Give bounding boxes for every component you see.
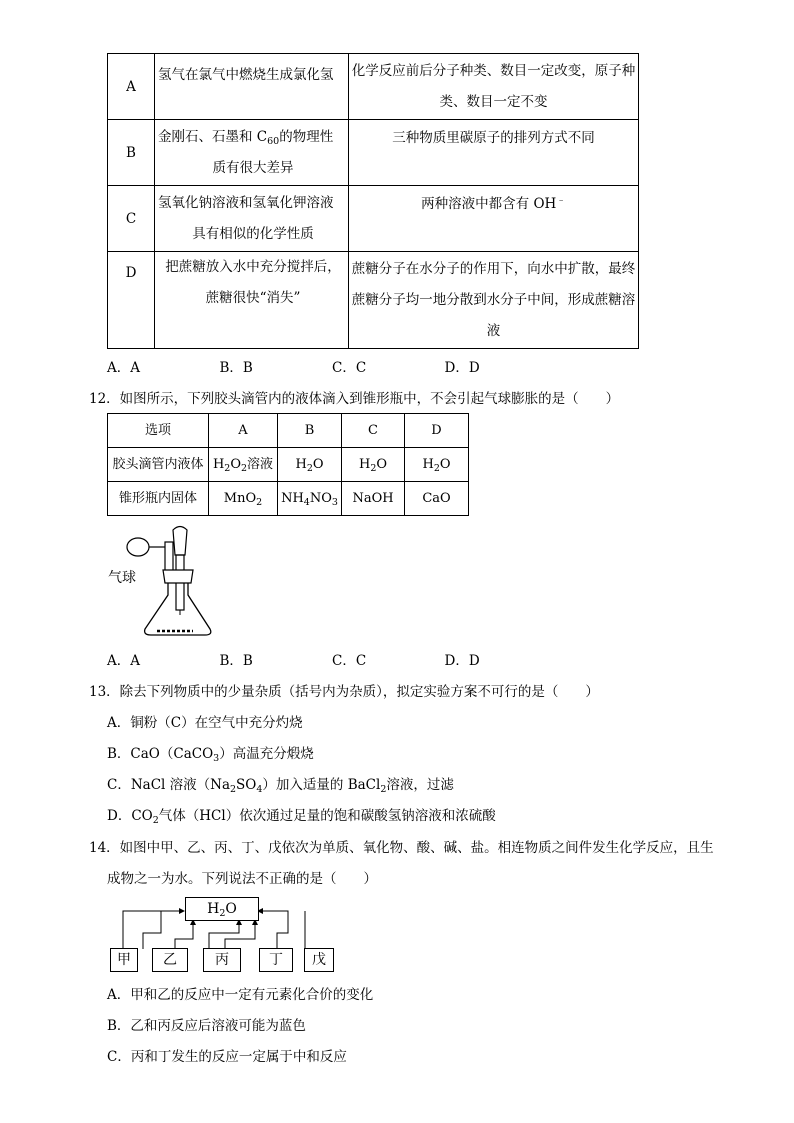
q14-box-yi: 乙 xyxy=(152,948,188,972)
q12-row2-label: 锥形瓶内固体 xyxy=(108,482,209,516)
q12-header-option: 选项 xyxy=(108,414,209,448)
q12-row1-d: $H_2O$ xyxy=(405,448,469,482)
q13-stem: 13．除去下列物质中的少量杂质（括号内为杂质），拟定实验方案不可行的是（ ） xyxy=(89,684,599,700)
q11-explain-a: 化学反应前后分子种类、数目一定改变，原子种 类、数目一定不变 xyxy=(349,54,639,120)
q14-stem-line2: 成物之一为水。下列说法不正确的是（ ） xyxy=(107,871,377,887)
table-row xyxy=(108,482,469,516)
q14-box-jia: 甲 xyxy=(110,948,138,972)
q11-fact-d: 把蔗糖放入水中充分搅拌后， 蔗糖很快“消失” xyxy=(155,252,349,349)
q12-choices xyxy=(107,649,557,669)
q12-row2-a: MnO$_2$ xyxy=(209,482,278,516)
q12-row1-b: $H_2O$ xyxy=(278,448,342,482)
q14-box-wu: 戊 xyxy=(304,948,334,972)
q12-choice-a[interactable]: A．A xyxy=(107,653,140,669)
q11-opt-c: C xyxy=(108,186,155,252)
q12-choice-d[interactable]: D．D xyxy=(444,653,480,669)
q11-opt-d: D xyxy=(108,252,155,349)
q11-opt-a: A xyxy=(108,54,155,120)
q11-choice-a[interactable]: A．A xyxy=(107,360,140,376)
balloon-icon xyxy=(127,538,149,556)
q14-water-box: $H_2O$ xyxy=(185,897,259,921)
q11-choices xyxy=(107,356,557,376)
q11-choice-b[interactable]: B．B xyxy=(219,360,253,376)
table-row xyxy=(108,120,639,186)
q12-row2-c: NaOH xyxy=(342,482,405,516)
q14-box-ding: 丁 xyxy=(259,948,293,972)
q13-option-a[interactable]: A．铜粉（C）在空气中充分灼烧 xyxy=(107,715,303,731)
q11-explain-c: 两种溶液中都含有 OH﹣ xyxy=(349,186,639,252)
q12-table xyxy=(107,413,469,516)
conical-flask-icon xyxy=(145,583,211,635)
q12-choice-b[interactable]: B．B xyxy=(219,653,253,669)
table-row xyxy=(108,54,639,120)
q14-stem-line1: 14．如图中甲、乙、丙、丁、戊依次为单质、氧化物、酸、碱、盐。相连物质之间件发生化学反应，且生 xyxy=(89,840,714,856)
dropper-bulb-icon xyxy=(173,527,187,556)
q11-explain-d: 蔗糖分子在水分子的作用下，向水中扩散，最终 蔗糖分子均一地分散到水分子中间，形成蔗糖溶 液 xyxy=(349,252,639,349)
q11-choice-d[interactable]: D．D xyxy=(444,360,480,376)
q12-row1-label: 胶头滴管内液体 xyxy=(108,448,209,482)
q12-row1-c: $H_2O$ xyxy=(342,448,405,482)
q12-header-b: B xyxy=(278,414,342,448)
q14-option-c[interactable]: C．丙和丁发生的反应一定属于中和反应 xyxy=(107,1049,347,1065)
q13-option-c[interactable]: C．NaCl 溶液$(Na_2SO_4)$加入适量的 BaCl$_2$溶液，过滤 xyxy=(107,777,454,795)
q12-header-d: D xyxy=(405,414,469,448)
q11-explain-b: 三种物质里碳原子的排列方式不同 xyxy=(349,120,639,186)
q11-fact-c: 氢氧化钠溶液和氢氧化钾溶液 具有相似的化学性质 xyxy=(155,186,349,252)
q11-table xyxy=(107,53,639,349)
q13-option-d[interactable]: D．$CO_2$气体（HCl）依次通过足量的饱和碳酸氢钠溶液和浓硫酸 xyxy=(107,808,496,826)
q14-option-b[interactable]: B．乙和丙反应后溶液可能为蓝色 xyxy=(107,1018,306,1034)
stopper-icon xyxy=(163,570,193,583)
q12-choice-c[interactable]: C．C xyxy=(332,653,367,669)
q11-opt-b: B xyxy=(108,120,155,186)
q13-option-b[interactable]: B．CaO（CaCO$_3$）高温充分煅烧 xyxy=(107,746,314,764)
q11-fact-a: 氢气在氯气中燃烧生成氯化氢 xyxy=(155,54,349,120)
table-row xyxy=(108,448,469,482)
table-row xyxy=(108,186,639,252)
q12-header-a: A xyxy=(209,414,278,448)
q12-stem: 12．如图所示，下列胶头滴管内的液体滴入到锥形瓶中，不会引起气球膨胀的是（ ） xyxy=(89,391,620,407)
q12-header-c: C xyxy=(342,414,405,448)
table-row xyxy=(108,414,469,448)
q11-fact-b: 金刚石、石墨和 $C_{60}$的物理性 质有很大差异 xyxy=(155,120,349,186)
table-row xyxy=(108,252,639,349)
q12-row1-a: $H_2O_2$溶液 xyxy=(209,448,278,482)
q14-option-a[interactable]: A．甲和乙的反应中一定有元素化合价的变化 xyxy=(107,987,374,1003)
q12-row2-d: CaO xyxy=(405,482,469,516)
q14-box-bing: 丙 xyxy=(203,948,241,972)
balloon-label: 气球 xyxy=(108,570,136,586)
q12-row2-b: $NH_4NO_3$ xyxy=(278,482,342,516)
q11-choice-c[interactable]: C．C xyxy=(332,360,367,376)
